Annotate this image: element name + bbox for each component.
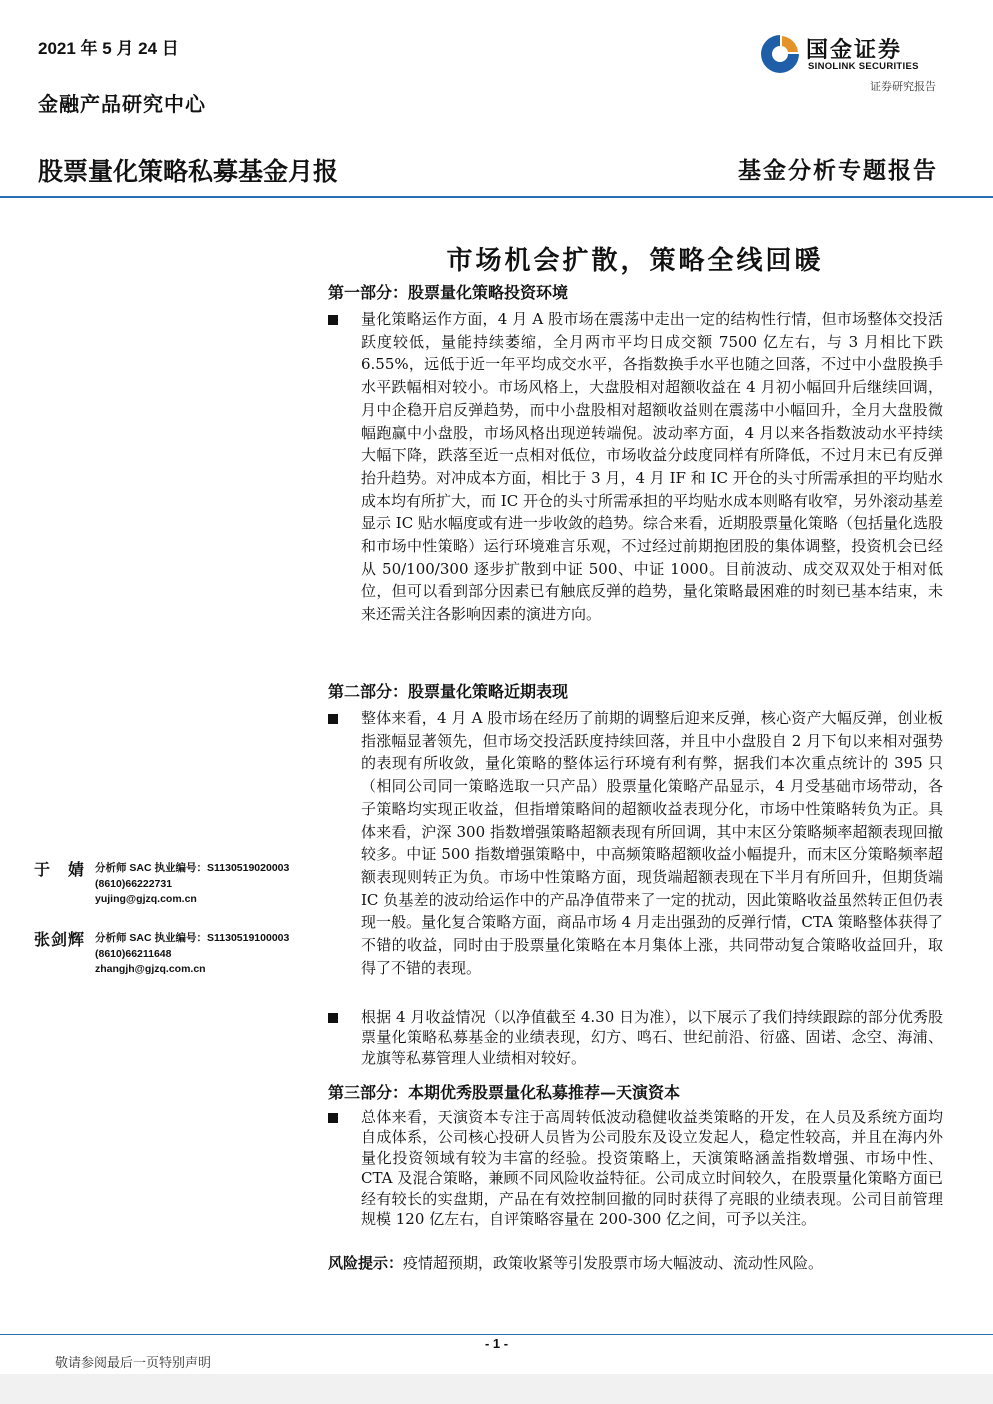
logo-subtitle: 证券研究报告 xyxy=(870,80,936,93)
bullet-square-icon xyxy=(328,315,338,325)
logo-english-name: SINOLINK SECURITIES xyxy=(808,61,919,72)
analyst-name: 于 婧 xyxy=(34,860,86,879)
report-title: 股票量化策略私募基金月报 xyxy=(38,158,339,186)
analyst-name: 张剑辉 xyxy=(34,930,86,949)
header-divider xyxy=(0,196,993,198)
analyst-email[interactable]: zhangjh@gjzq.com.cn xyxy=(95,963,206,975)
bullet-square-icon xyxy=(328,714,338,724)
section-heading-2: 第二部分：股票量化策略近期表现 xyxy=(328,682,569,701)
risk-text: 疫情超预期，政策收紧等引发股票市场大幅波动、流动性风险。 xyxy=(403,1254,824,1272)
report-type: 基金分析专题报告 xyxy=(738,157,938,184)
analyst-phone: (8610)66211648 xyxy=(95,947,172,960)
report-date: 2021 年 5 月 24 日 xyxy=(38,39,179,58)
footer-divider xyxy=(0,1334,993,1335)
section-2-bullet-2: 根据 4 月收益情况（以净值截至 4.30 日为准），以下展示了我们持续跟踪的部分优秀股票量化策略私募基金的业绩表现，幻方、鸣石、世纪前沿、衍盛、固诺、念空、海浦、龙旗等私募管理人业绩相对较好。 xyxy=(361,1008,943,1067)
risk-warning xyxy=(328,1252,823,1273)
main-title: 市场机会扩散，策略全线回暖 xyxy=(446,246,824,276)
section-heading-1: 第一部分：股票量化策略投资环境 xyxy=(328,283,569,302)
sinolink-logo xyxy=(758,32,948,76)
logo-chinese-name: 国金证券 xyxy=(806,37,903,62)
analyst-cert: 分析师 SAC 执业编号：S1130519020003 xyxy=(95,862,290,874)
section-3-bullet-1: 总体来看，天演资本专注于高周转低波动稳健收益类策略的开发，在人员及系统方面均自成体系，公司核心投研人员皆为公司股东及设立发起人，稳定性较高，并且在海内外量化投资领域有较为丰富的经验。投资策略上，天演策略涵盖指数增强、市场中性、CTA 及混合策略，兼顾不同风险收益特征。公司成立时间较久，在股票量化策略方面已经有较长的实盘期，产品在有效控制回撤的同时获得了亮眼的业绩表现。公司目前管理规模 120 亿左右，自评策略容量在 200-300 亿之间，可予以关注。 xyxy=(361,1108,943,1229)
section-1-bullet-1: 量化策略运作方面，4 月 A 股市场在震荡中走出一定的结构性行情，但市场整体交投活跃度较低，量能持续萎缩，全月两市平均日成交额 7500 亿左右，与 3 月相比下跌 6.55%，远低于近一年平均成交水平，各指数换手水平也随之回落，不过中小盘股换手水平跌幅相对较小。市场风格上，大盘股相对超额收益在 4 月初小幅回升后继续回调，月中企稳开启反弹趋势，而中小盘股相对超额收益则在震荡中小幅回升，全月大盘股微幅跑赢中小盘股，市场风格出现逆转端倪。波动率方面，4 月以来各指数波动水平持续大幅下降，跌落至近一点相对低位，市场收益分歧度同样有所降低，不过月末已有反弹抬升趋势。对冲成本方面，相比于 3 月，4 月 IF 和 IC 开仓的头寸所需承担的平均贴水成本均有所扩大，而 IC 开仓的头寸所需承担的平均贴水成本则略有收窄，另外滚动基差显示 IC 贴水幅度或有进一步收敛的趋势。综合来看，近期股票量化策略（包括量化选股和市场中性策略）运行环境难言乐观，不过经过前期抱团股的集体调整，投资机会已经从 50/100/300 逐步扩散到中证 500、中证 1000。目前波动、成交双双处于相对低位，但可以看到部分因素已有触底反弹的趋势，量化策略最困难的时刻已基本结束，未来还需关注各影响因素的演进方向。 xyxy=(361,310,943,624)
bullet-square-icon xyxy=(328,1113,338,1123)
analyst-email[interactable]: yujing@gjzq.com.cn xyxy=(95,893,197,905)
bottom-band xyxy=(0,1374,993,1404)
risk-label: 风险提示： xyxy=(328,1254,404,1272)
bullet-square-icon xyxy=(328,1013,338,1023)
section-2-bullet-1: 整体来看，4 月 A 股市场在经历了前期的调整后迎来反弹，核心资产大幅反弹，创业板指涨幅显著领先，但市场交投活跃度持续回落，并且中小盘股自 2 月下旬以来相对强势的表现有所收敛，量化策略的整体运行环境有利有弊，据我们本次重点统计的 395 只（相同公司同一策略选取一只产品）股票量化策略产品显示，4 月受基础市场带动，各子策略均实现正收益，但指增策略间的超额收益表现分化，市场中性策略转负为正。具体来看，沪深 300 指数增强策略超额表现有所回调，其中末区分策略频率超额表现回撤较多。中证 500 指数增强策略中，中高频策略超额收益小幅提升，而末区分策略频率超额表现则转正为负。市场中性策略方面，现货端超额表现在下半月有所回升，但期货端 IC 负基差的波动给运作中的产品净值带来了一定的扰动，因此策略收益虽然转正但仍表现一般。量化复合策略方面，商品市场 4 月走出强劲的反弹行情，CTA 策略整体获得了不错的收益，同时由于股票量化策略在本月集体上涨，共同带动复合策略收益回升，取得了不错的表现。 xyxy=(361,709,943,977)
section-heading-3: 第三部分：本期优秀股票量化私募推荐—天演资本 xyxy=(328,1083,681,1102)
analyst-cert: 分析师 SAC 执业编号：S1130519100003 xyxy=(95,932,290,944)
analyst-info xyxy=(95,931,289,978)
analyst-phone: (8610)66222731 xyxy=(95,877,173,890)
disclaimer-note: 敬请参阅最后一页特别声明 xyxy=(55,1356,212,1371)
page-number: - 1 - xyxy=(484,1336,509,1351)
research-center: 金融产品研究中心 xyxy=(38,92,206,116)
logo-mark-icon xyxy=(758,32,802,76)
analyst-info xyxy=(95,861,289,908)
